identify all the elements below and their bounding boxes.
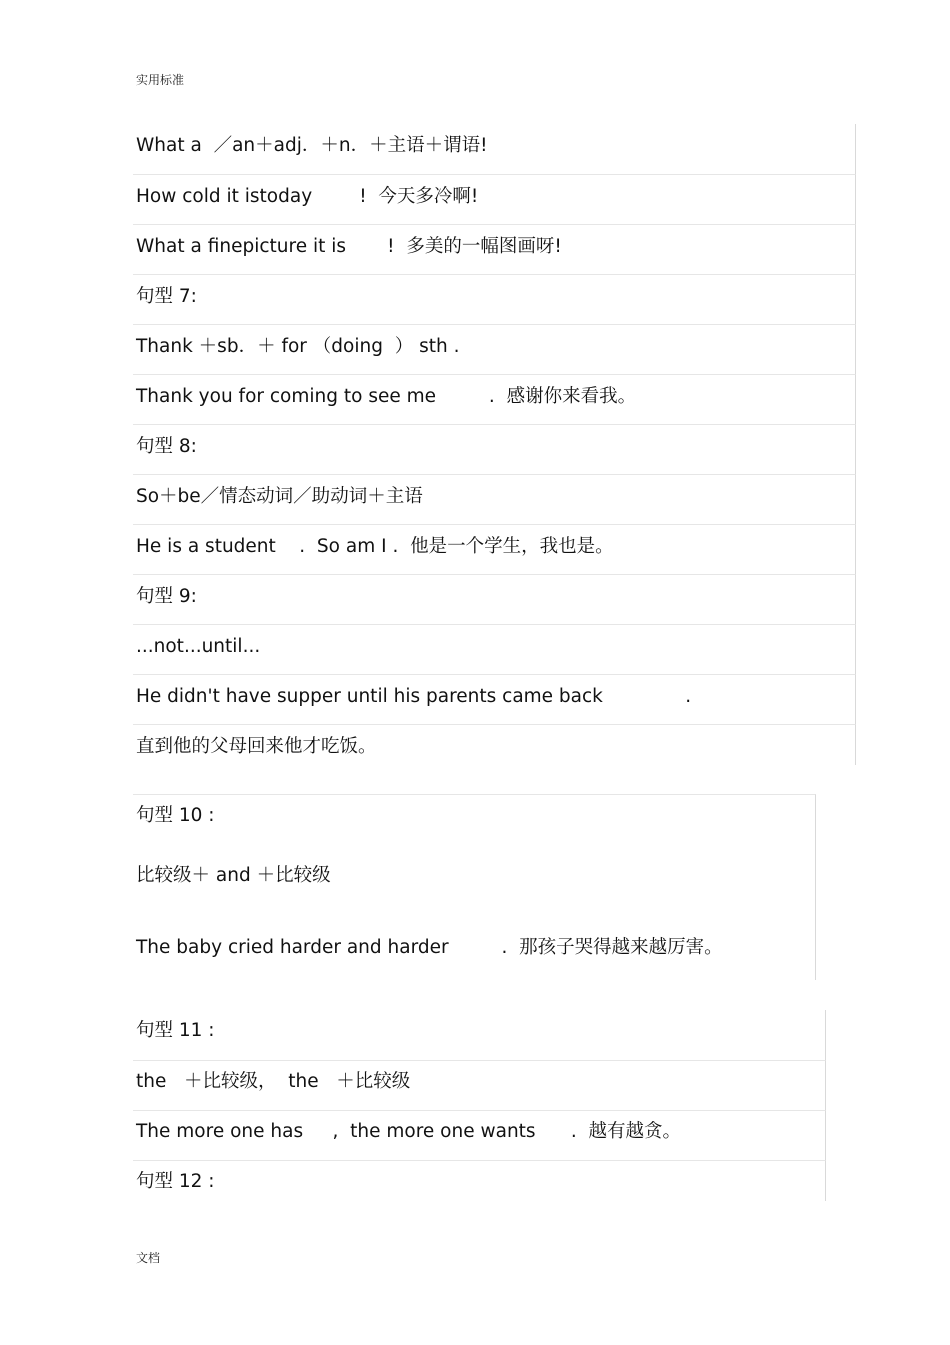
table-row (133, 274, 856, 324)
row-text: Thank you for coming to see me . 感谢你来看我。 (136, 386, 637, 407)
row-text: 比较级＋ and ＋比较级 (136, 865, 331, 886)
table-row (133, 474, 856, 524)
table-row (133, 795, 815, 855)
row-text: The more one has , the more one wants . 越有越贪。 (136, 1121, 682, 1142)
table-row (133, 124, 856, 174)
row-text: The baby cried harder and harder . 那孩子哭得越来越厉害。 (136, 937, 723, 958)
row-text: 句型 9: (136, 586, 197, 607)
row-text: He didn't have supper until his parents came back . (136, 686, 692, 707)
table-row (133, 624, 856, 674)
table-row (133, 855, 815, 927)
row-text: the ＋比较级， the ＋比较级 (136, 1071, 411, 1092)
table-row (133, 674, 856, 724)
row-text: 句型 11 : (136, 1020, 215, 1041)
page-header: 实用标准 (136, 73, 185, 87)
table-row (133, 1010, 826, 1060)
table-row (133, 1110, 826, 1160)
row-text: What a ／an＋adj．＋n．＋主语＋谓语! (136, 135, 488, 156)
row-text: He is a student . So am I . 他是一个学生，我也是。 (136, 536, 614, 557)
table-row (133, 1160, 826, 1201)
row-text: 句型 7: (136, 286, 197, 307)
row-text: Thank ＋sb．＋ for （doing ） sth . (136, 336, 460, 357)
row-text: So＋be／情态动词／助动词＋主语 (136, 486, 423, 507)
row-text: How cold it istoday ! 今天多冷啊! (136, 186, 479, 207)
row-text: What a finepicture it is ! 多美的一幅图画呀! (136, 236, 562, 257)
table-row (133, 374, 856, 424)
row-text: 直到他的父母回来他才吃饭。 (136, 736, 377, 757)
table-row (133, 1060, 826, 1110)
table-row (133, 724, 856, 765)
row-text: 句型 8: (136, 436, 197, 457)
sentence-pattern-table-1 (133, 124, 856, 765)
table-row (133, 424, 856, 474)
table-row (133, 927, 815, 999)
row-text: 句型 10 : (136, 805, 215, 826)
table-row (133, 174, 856, 224)
table-row (133, 524, 856, 574)
row-text: 句型 12 : (136, 1171, 215, 1192)
page-footer: 文档 (136, 1251, 161, 1265)
sentence-pattern-table-2 (133, 794, 816, 980)
table-row (133, 574, 856, 624)
row-text: ...not...until... (136, 636, 261, 657)
sentence-pattern-table-3 (133, 1010, 826, 1201)
table-row (133, 324, 856, 374)
table-row (133, 224, 856, 274)
